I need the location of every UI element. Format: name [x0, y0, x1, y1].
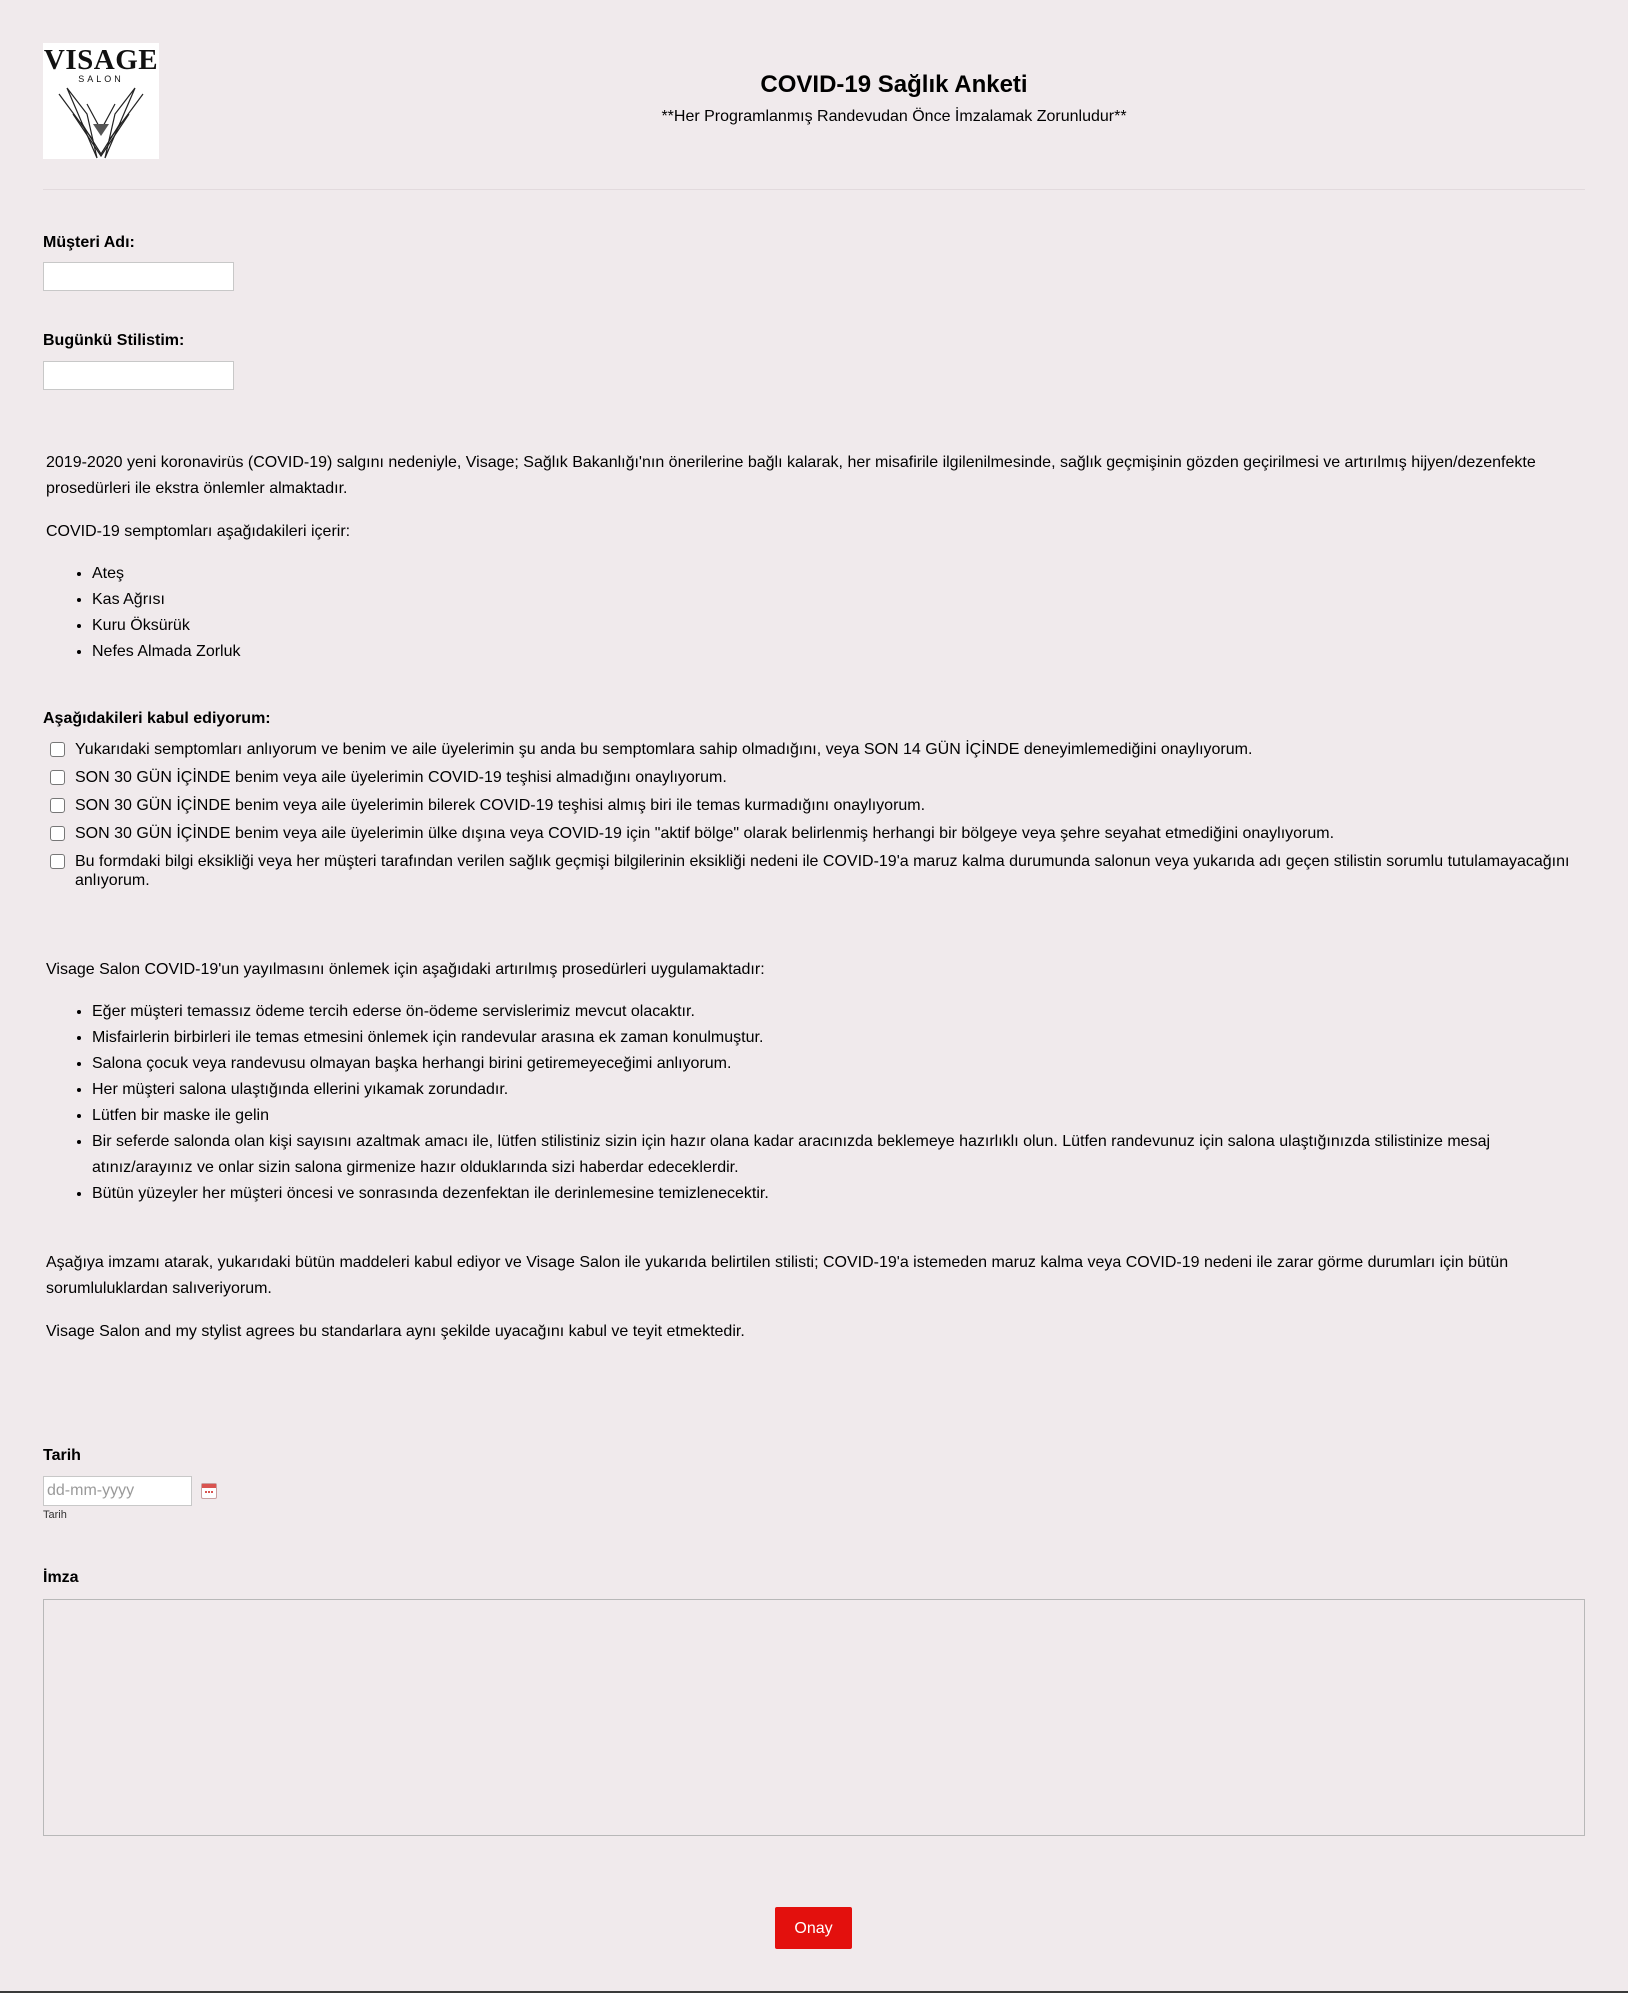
agreement-option-label: Yukarıdaki semptomları anlıyorum ve benim ve aile üyelerimin şu anda bu semptomlara sahip olmadığını, veya SON 14 GÜN İÇİNDE deneyimlemediğini onaylıyorum. — [75, 741, 1253, 758]
signature-pad[interactable] — [43, 1599, 1585, 1836]
form-header — [43, 0, 1585, 190]
procedures-list — [46, 999, 1525, 1207]
checkbox[interactable] — [50, 742, 65, 757]
stylist-input[interactable] — [43, 361, 234, 390]
calendar-icon[interactable] — [201, 1483, 217, 1499]
procedures-heading: Visage Salon COVID-19'un yayılmasını önlemek için aşağıdaki artırılmış prosedürleri uygulamaktadır: — [46, 961, 765, 978]
form-page — [43, 0, 1585, 1937]
symptoms-list — [46, 561, 1525, 665]
page-title: COVID-19 Sağlık Anketi — [760, 71, 1028, 98]
date-sublabel: Tarih — [43, 1509, 67, 1521]
list-item: • Her müşteri salona ulaştığında ellerini yıkamak zorundadır. — [92, 1077, 1525, 1103]
stylist-label: Bugünkü Stilistim: — [43, 332, 185, 349]
signature-label: İmza — [43, 1569, 79, 1586]
date-input[interactable]: dd-mm-yyyy — [43, 1476, 192, 1506]
agreement-option[interactable] — [43, 740, 1573, 759]
checkbox[interactable] — [50, 826, 65, 841]
logo-wordmark: VISAGE — [43, 44, 159, 76]
submit-button[interactable]: Onay — [775, 1907, 852, 1949]
agreement-option-label: SON 30 GÜN İÇİNDE benim veya aile üyelerimin COVID-19 teşhisi almadığını onaylıyorum. — [75, 769, 727, 786]
list-item: • Kuru Öksürük — [92, 613, 1525, 639]
agreement-option-label: SON 30 GÜN İÇİNDE benim veya aile üyelerimin ülke dışına veya COVID-19 için "aktif bölge" olarak belirlenmiş herhangi bir bölgeye veya şehre seyahat etmediğini onaylıyorum. — [75, 825, 1335, 842]
list-item: • Bir seferde salonda olan kişi sayısını azaltmak amacı ile, lütfen stilistiniz sizin için hazır olana kadar aracınızda beklemeye hazırlıklı olun. Lütfen randevunuz için salona ulaştığınızda stilistinize mesaj atınız/arayınız ve onlar sizin salona girmenize hazır olduklarında sizi haberdar edeceklerdir. — [92, 1129, 1525, 1181]
intro-paragraph: 2019-2020 yeni koronavirüs (COVID-19) salgını nedeniyle, Visage; Sağlık Bakanlığı'nın önerilerine bağlı kalarak, her misafirile ilgilenilmesinde, sağlık geçmişinin gözden geçirilmesi ve artırılmış hijyen/dezenfekte prosedürleri ile ekstra önlemler almaktadır. — [46, 454, 1536, 497]
agreement-checklist — [43, 740, 1573, 899]
symptoms-heading: COVID-19 semptomları aşağıdakileri içerir: — [46, 523, 351, 540]
agreement-label: Aşağıdakileri kabul ediyorum: — [43, 710, 271, 727]
agreement-option-label: SON 30 GÜN İÇİNDE benim veya aile üyelerimin bilerek COVID-19 teşhisi almış biri ile temas kurmadığını onaylıyorum. — [75, 797, 926, 814]
checkbox[interactable] — [50, 798, 65, 813]
list-item: • Eğer müşteri temassız ödeme tercih ederse ön-ödeme servislerimiz mevcut olacaktır. — [92, 999, 1525, 1025]
agreement-option-label: Bu formdaki bilgi eksikliği veya her müşteri tarafından verilen sağlık geçmişi bilgilerinin eksikliği nedeni ile COVID-19'a maruz kalma durumunda salonun veya yukarıda adı geçen stilistin sorumlu tutulamayacağını anlıyorum. — [75, 853, 1570, 889]
checkbox[interactable] — [50, 770, 65, 785]
visage-salon-logo — [43, 43, 159, 159]
list-item: • Nefes Almada Zorluk — [92, 639, 1525, 665]
date-label: Tarih — [43, 1447, 81, 1464]
list-item: • Kas Ağrısı — [92, 587, 1525, 613]
list-item: • Misfairlerin birbirleri ile temas etmesini önlemek için randevular arasına ek zaman konulmuştur. — [92, 1025, 1525, 1051]
list-item: • Salona çocuk veya randevusu olmayan başka herhangi birini getiremeyeceğimi anlıyorum. — [92, 1051, 1525, 1077]
logo-v-emblem-icon — [53, 84, 149, 160]
agreement-option[interactable] — [43, 796, 1573, 815]
list-item: • Bütün yüzeyler her müşteri öncesi ve sonrasında dezenfektan ile derinlemesine temizlenecektir. — [92, 1181, 1525, 1207]
agreement-option[interactable] — [43, 824, 1573, 843]
logo-subtext: SALON — [78, 74, 124, 84]
page-subtitle: **Her Programlanmış Randevudan Önce İmzalamak Zorunludur** — [661, 108, 1127, 125]
client-name-input[interactable] — [43, 262, 234, 291]
stylist-agreement-paragraph: Visage Salon and my stylist agrees bu standarlara aynı şekilde uyacağını kabul ve teyit etmektedir. — [46, 1323, 745, 1340]
agreement-option[interactable] — [43, 768, 1573, 787]
list-item: • Ateş — [92, 561, 1525, 587]
checkbox[interactable] — [50, 854, 65, 869]
agreement-option[interactable] — [43, 852, 1573, 890]
closing-paragraph: Aşağıya imzamı atarak, yukarıdaki bütün maddeleri kabul ediyor ve Visage Salon ile yukarıda belirtilen stilisti; COVID-19'a istemeden maruz kalma veya COVID-19 nedeni ile zarar görme durumları için bütün sorumluluklardan salıveriyorum. — [46, 1254, 1509, 1297]
list-item: • Lütfen bir maske ile gelin — [92, 1103, 1525, 1129]
client-name-label: Müşteri Adı: — [43, 234, 135, 251]
